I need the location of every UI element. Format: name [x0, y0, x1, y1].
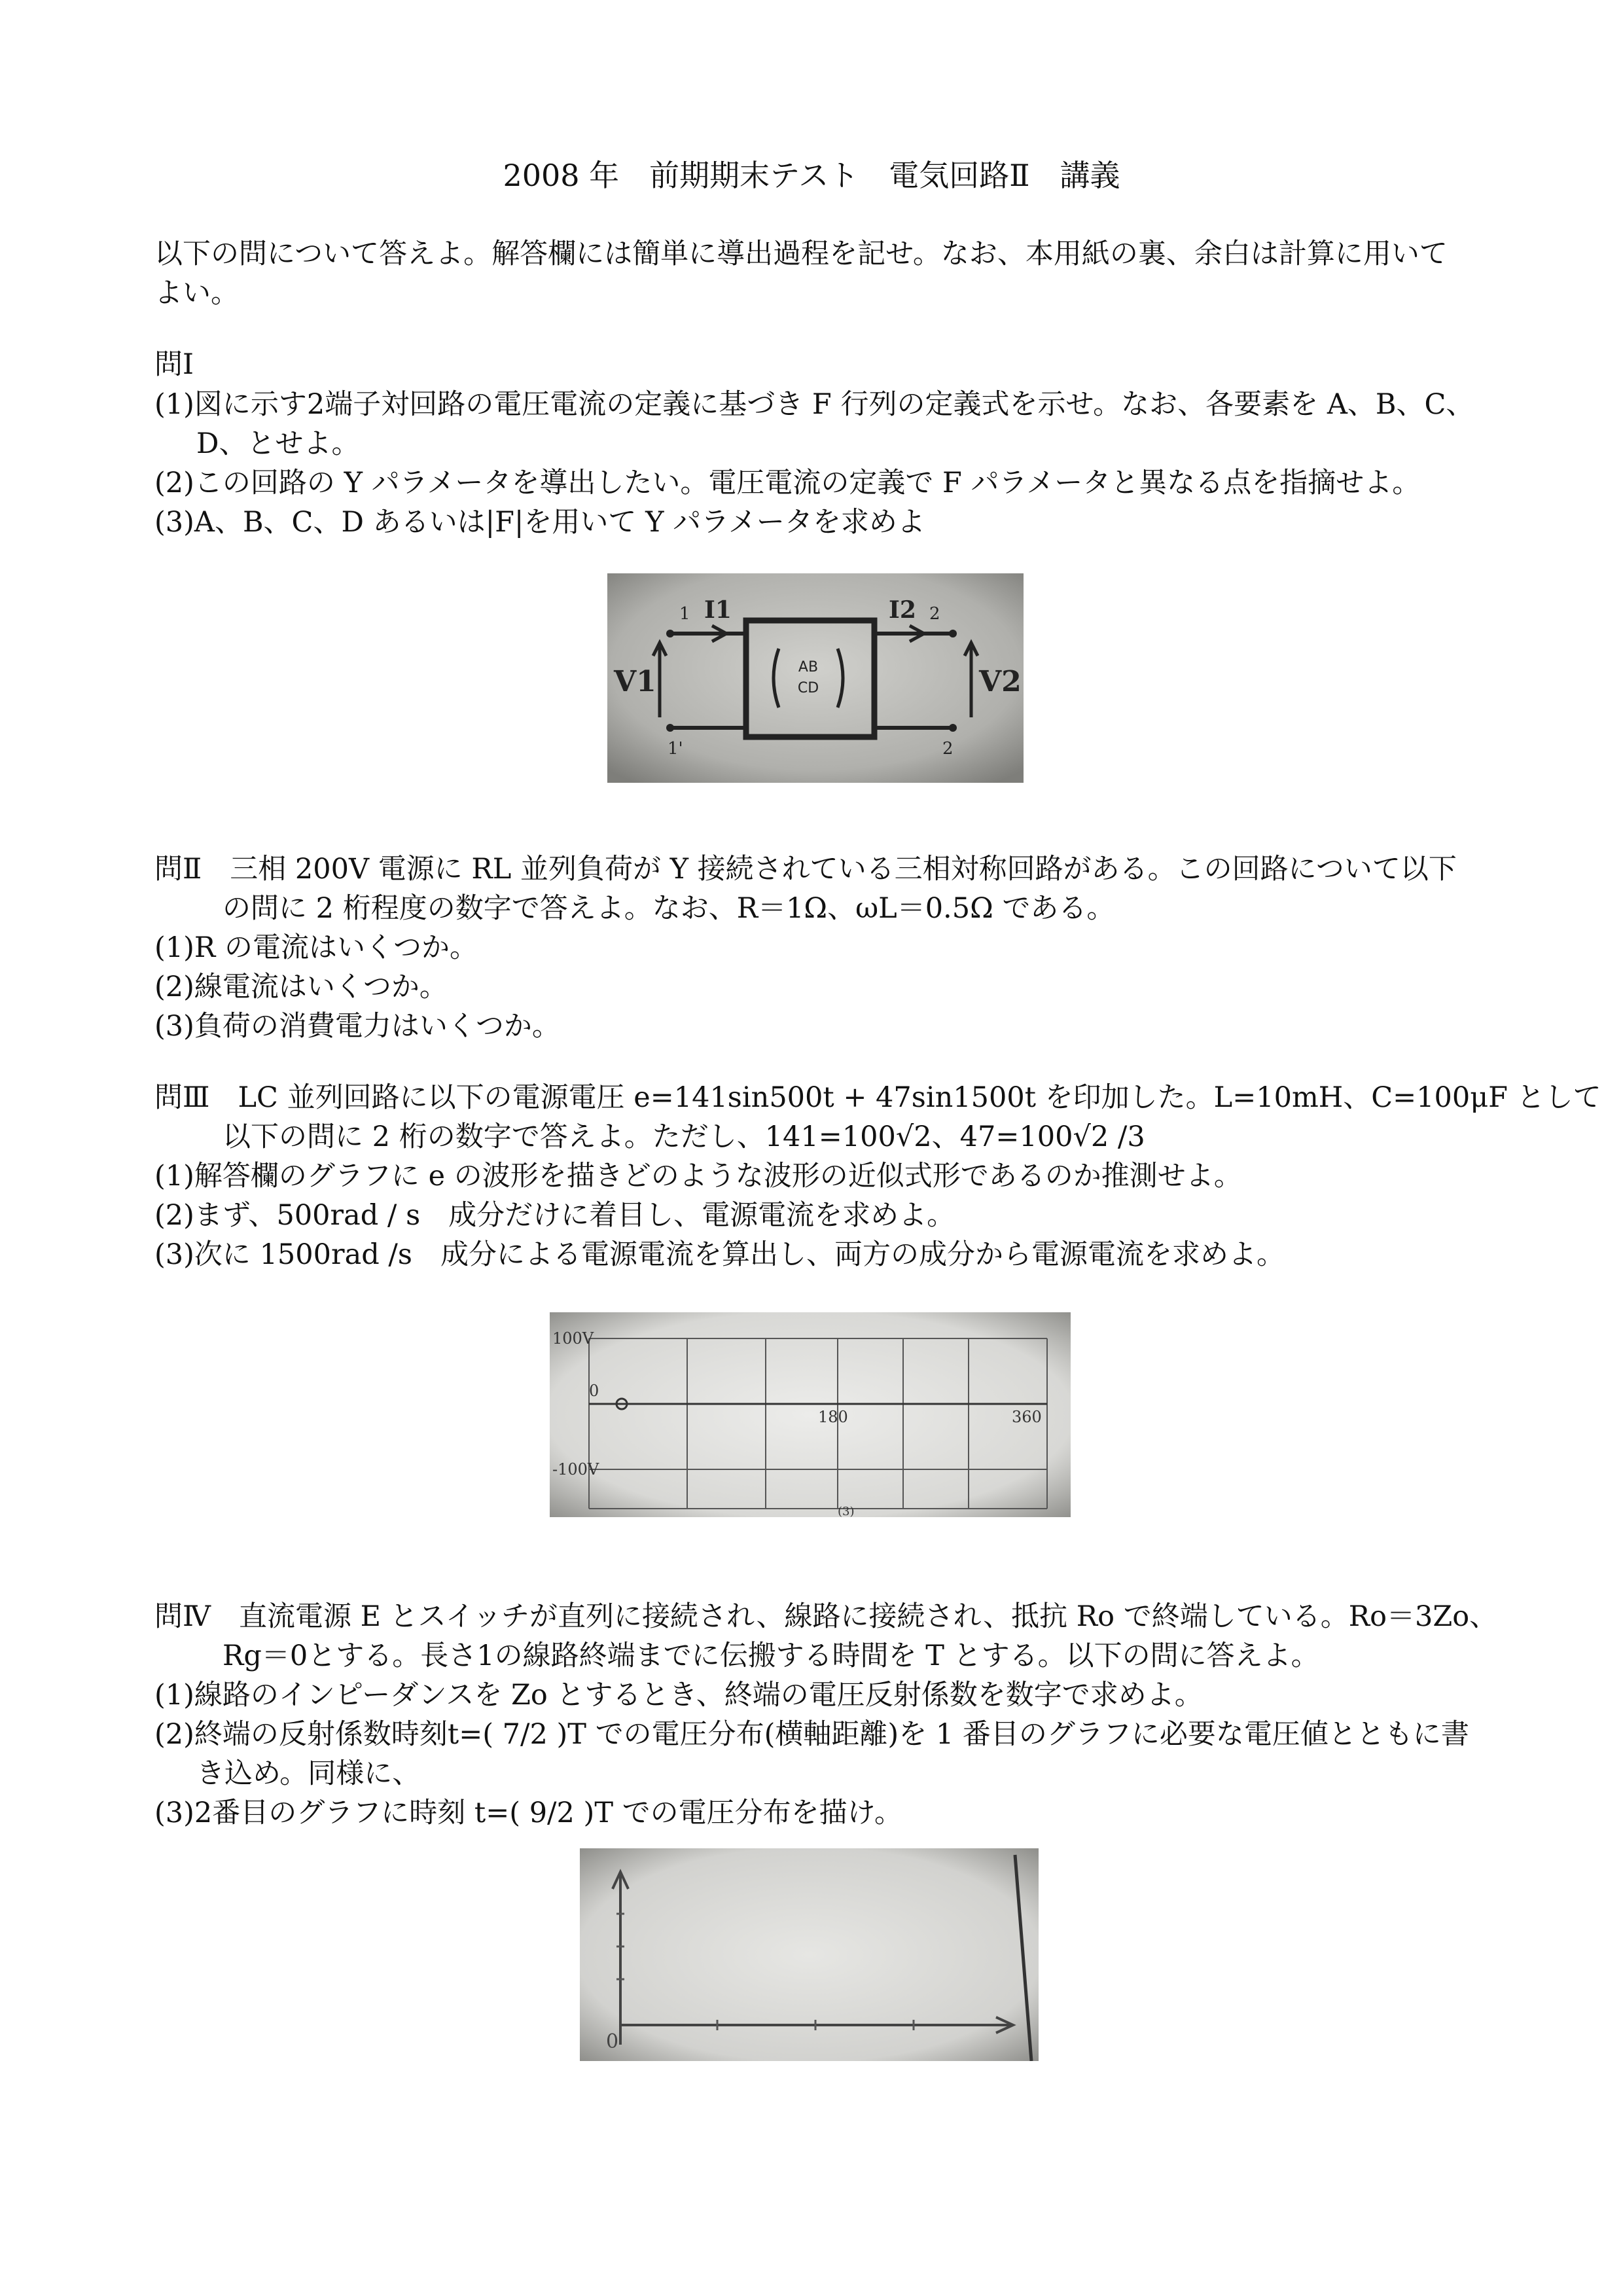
q1-heading: 問Ⅰ	[154, 348, 194, 381]
q3-heading-cont: 以下の問に 2 桁の数字で答えよ。ただし、141=100√2、47=100√2 /3	[223, 1121, 1145, 1153]
intro-line-2: よい。	[154, 277, 239, 310]
q4-item-3: (3)2番目のグラフに時刻 t=( 9/2 )T での電圧分布を描け。	[154, 1797, 902, 1829]
q2-item-3: (3)負荷の消費電力はいくつか。	[154, 1010, 560, 1043]
y-top-label: 100V	[552, 1329, 594, 1348]
voltage-v1-label: V1	[614, 665, 656, 698]
q2-item-2: (2)線電流はいくつか。	[154, 971, 448, 1003]
origin-label: 0	[606, 2030, 619, 2053]
port-2prime-label: 2	[942, 739, 954, 759]
q2-heading: 問Ⅱ 三相 200V 電源に RL 並列負荷が Y 接続されている三相対称回路がある。この回路について以下	[154, 853, 1457, 886]
q3-item-2: (2)まず、500rad / s 成分だけに着目し、電源電流を求めよ。	[154, 1199, 955, 1232]
q2-heading-cont: の問に 2 桁程度の数字で答えよ。なお、R＝1Ω、ωL＝0.5Ω である。	[223, 892, 1115, 925]
q3-item-3: (3)次に 1500rad /s 成分による電源電流を算出し、両方の成分から電源電流を求めよ。	[154, 1238, 1285, 1271]
q1-item-1-cont: D、とせよ。	[196, 427, 360, 460]
intro-line-1: 以下の問について答えよ。解答欄には簡単に導出過程を記せ。なお、本用紙の裏、余白は計算に用いて	[154, 238, 1448, 270]
q4-item-2-cont: き込め。同様に、	[196, 1757, 421, 1790]
matrix-top-label: AB	[798, 659, 819, 675]
waveform-answer-graph	[550, 1312, 1071, 1517]
port-2-label: 2	[929, 604, 940, 624]
two-port-network-figure	[607, 573, 1024, 783]
matrix-bottom-label: CD	[797, 680, 819, 696]
x-mid-label: 180	[818, 1408, 848, 1426]
q3-heading: 問Ⅲ LC 並列回路に以下の電源電圧 e=141sin500t + 47sin1500t を印加した。L=10mH、C=100μF として	[154, 1081, 1601, 1114]
y-bottom-label: -100V	[552, 1460, 599, 1479]
q1-item-2: (2)この回路の Y パラメータを導出したい。電圧電流の定義で F パラメータと異なる点を指摘せよ。	[154, 467, 1421, 499]
voltage-v2-label: V2	[979, 665, 1022, 698]
q1-item-3: (3)A、B、C、D あるいは|F|を用いて Y パラメータを求めよ	[154, 506, 925, 539]
port-1-label: 1	[679, 604, 690, 624]
current-i1-label: I1	[704, 596, 732, 624]
y-zero-label: 0	[589, 1382, 599, 1400]
page-title: 2008 年 前期期末テスト 電気回路Ⅱ 講義	[503, 158, 1120, 193]
q2-item-1: (1)R の電流はいくつか。	[154, 931, 478, 964]
q4-heading: 問Ⅳ 直流電源 E とスイッチが直列に接続され、線路に接続され、抵抗 Ro で終端している。Ro＝3Zo、	[154, 1600, 1498, 1633]
graph-caption: (3)	[838, 1505, 855, 1517]
q4-item-1: (1)線路のインピーダンスを Zo とするとき、終端の電圧反射係数を数字で求めよ。	[154, 1679, 1203, 1712]
q4-heading-cont: Rg＝0とする。長さ1の線路終端までに伝搬する時間を T とする。以下の問に答えよ。	[223, 1640, 1319, 1672]
voltage-distribution-graph	[580, 1848, 1039, 2061]
q3-item-1: (1)解答欄のグラフに e の波形を描きどのような波形の近似式形であるのか推測せよ。	[154, 1160, 1242, 1193]
q1-item-1: (1)図に示す2端子対回路の電圧電流の定義に基づき F 行列の定義式を示せ。なお、各要素を A、B、C、	[154, 388, 1474, 421]
x-end-label: 360	[1012, 1408, 1042, 1426]
current-i2-label: I2	[889, 596, 916, 624]
port-1prime-label: 1'	[668, 739, 683, 759]
q4-item-2: (2)終端の反射係数時刻t=( 7/2 )T での電圧分布(横軸距離)を 1 番目のグラフに必要な電圧値とともに書	[154, 1718, 1469, 1751]
